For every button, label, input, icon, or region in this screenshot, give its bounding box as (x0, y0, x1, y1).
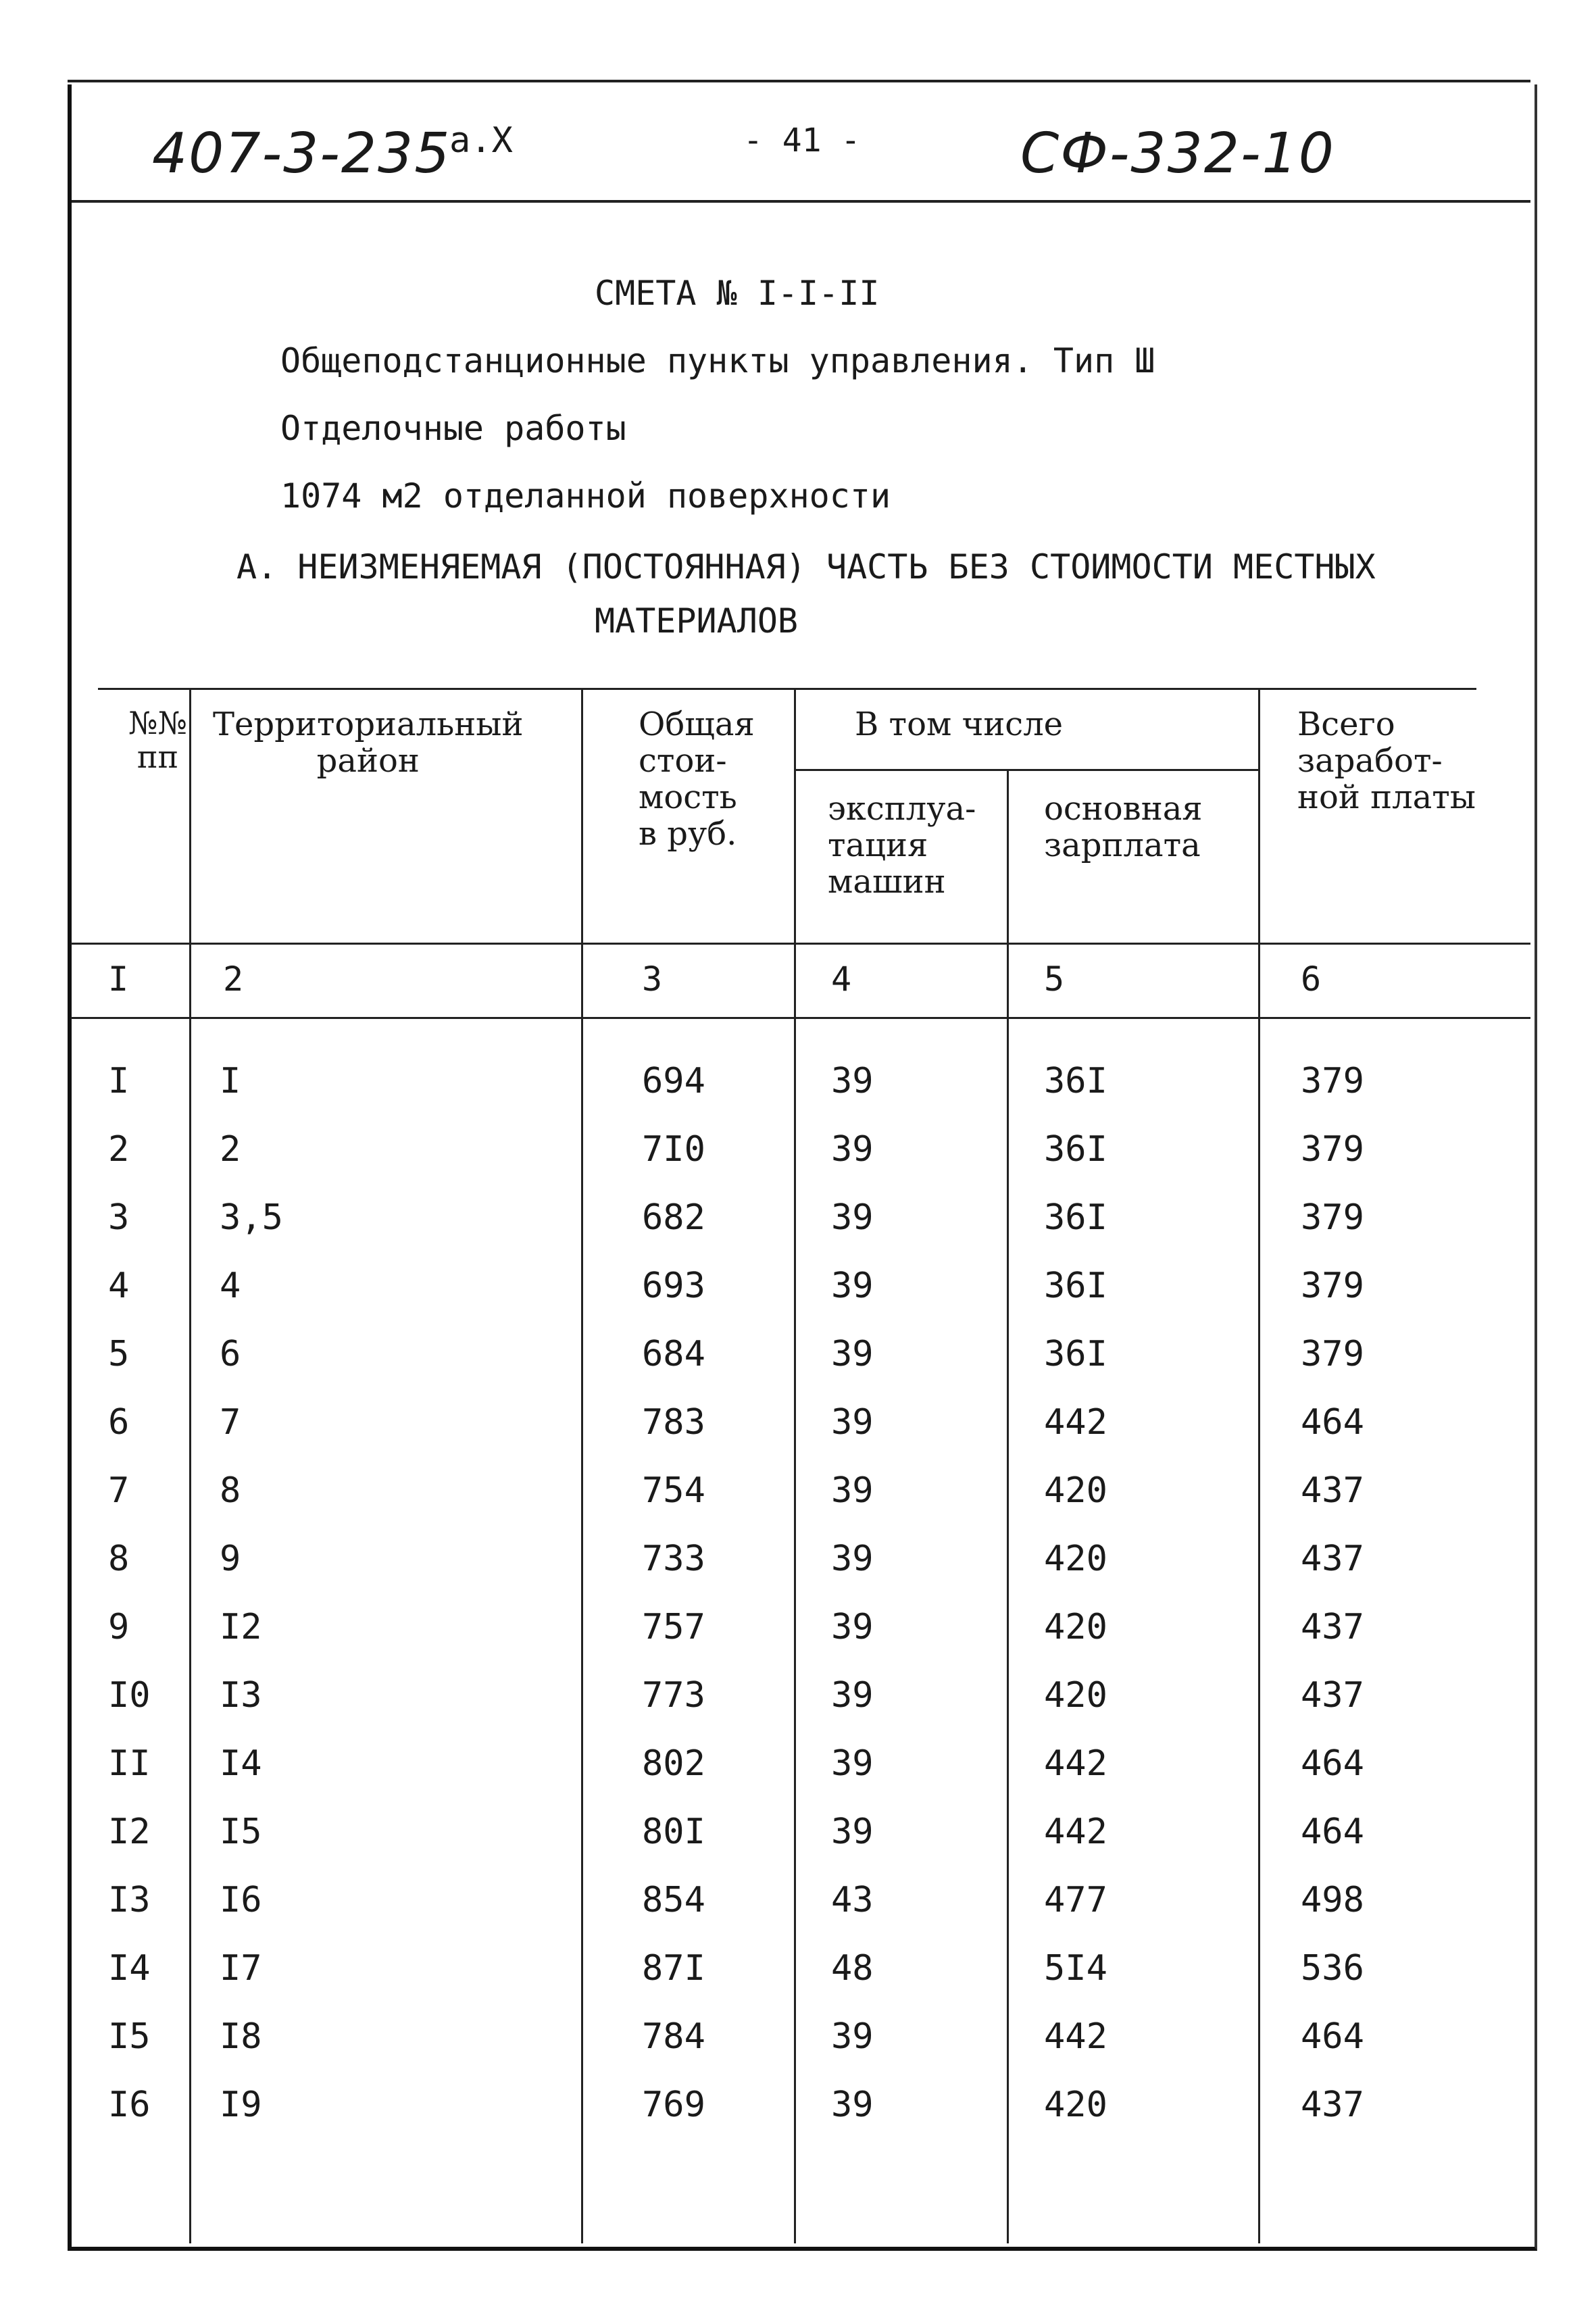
row-number: 4 (108, 1266, 130, 1306)
row-salary: 420 (1044, 1675, 1107, 1716)
row-district: I9 (220, 2085, 262, 2125)
row-district: 4 (220, 1266, 241, 1306)
row-number: I (108, 1061, 130, 1101)
row-salary: 420 (1044, 1539, 1107, 1579)
header-including: В том числе (855, 705, 1064, 743)
row-district: I2 (220, 1607, 262, 1647)
row-machines: 39 (831, 1061, 874, 1101)
row-number: 8 (108, 1539, 130, 1579)
row-machines: 39 (831, 1607, 874, 1647)
row-salary: 36I (1044, 1197, 1107, 1238)
row-number: 9 (108, 1607, 130, 1647)
colnum-rule (71, 1017, 1530, 1019)
row-district: 7 (220, 1402, 241, 1443)
row-salary: 442 (1044, 2016, 1107, 2057)
row-machines: 43 (831, 1880, 874, 1920)
header-district: Территориальный район (213, 705, 524, 780)
row-district: 2 (220, 1129, 241, 1170)
sheet-code: СФ-332-10 (1020, 122, 1335, 186)
row-number: I0 (108, 1675, 151, 1716)
row-district: I5 (220, 1812, 262, 1852)
row-machines: 39 (831, 1197, 874, 1238)
row-total-cost: 854 (642, 1880, 705, 1920)
row-total-wages: 437 (1301, 1675, 1364, 1716)
row-district: 6 (220, 1334, 241, 1374)
row-salary: 420 (1044, 1607, 1107, 1647)
row-total-cost: 783 (642, 1402, 705, 1443)
col-divider-3 (794, 689, 796, 2243)
row-salary: 442 (1044, 1743, 1107, 1784)
row-machines: 39 (831, 1675, 874, 1716)
row-machines: 39 (831, 1812, 874, 1852)
row-total-wages: 437 (1301, 1539, 1364, 1579)
row-total-wages: 464 (1301, 1743, 1364, 1784)
row-machines: 48 (831, 1948, 874, 1989)
table-top-rule (98, 688, 1476, 690)
col-divider-4 (1007, 769, 1009, 2243)
row-total-cost: 693 (642, 1266, 705, 1306)
section-title-cont: МАТЕРИАЛОВ (595, 601, 799, 641)
row-salary: 420 (1044, 2085, 1107, 2125)
row-total-wages: 379 (1301, 1061, 1364, 1101)
row-salary: 36I (1044, 1061, 1107, 1101)
header-bottom-table-rule (71, 943, 1530, 945)
row-machines: 39 (831, 1402, 874, 1443)
row-machines: 39 (831, 1129, 874, 1170)
header-total-wages: Всего заработ- ной платы (1297, 705, 1476, 816)
row-total-wages: 379 (1301, 1334, 1364, 1374)
row-number: I4 (108, 1948, 151, 1989)
row-total-cost: 694 (642, 1061, 705, 1101)
row-total-cost: 684 (642, 1334, 705, 1374)
row-district: I3 (220, 1675, 262, 1716)
row-machines: 39 (831, 1334, 874, 1374)
row-salary: 477 (1044, 1880, 1107, 1920)
doc-code: 407-3-235 (152, 122, 451, 186)
row-total-wages: 437 (1301, 2085, 1364, 2125)
col-divider-2 (581, 689, 583, 2243)
row-number: I5 (108, 2016, 151, 2057)
row-number: 5 (108, 1334, 130, 1374)
including-rule (794, 769, 1258, 771)
row-total-cost: 754 (642, 1470, 705, 1511)
row-total-cost: 80I (642, 1812, 705, 1852)
row-salary: 36I (1044, 1129, 1107, 1170)
row-number: 3 (108, 1197, 130, 1238)
row-salary: 36I (1044, 1334, 1107, 1374)
row-total-wages: 379 (1301, 1197, 1364, 1238)
row-total-cost: 773 (642, 1675, 705, 1716)
row-salary: 442 (1044, 1402, 1107, 1443)
row-district: 3,5 (220, 1197, 283, 1238)
row-machines: 39 (831, 2085, 874, 2125)
header-machines: эксплуа- тация машин (828, 790, 976, 901)
row-number: 6 (108, 1402, 130, 1443)
row-total-cost: 7I0 (642, 1129, 705, 1170)
row-total-wages: 464 (1301, 2016, 1364, 2057)
row-machines: 39 (831, 1266, 874, 1306)
row-district: I (220, 1061, 241, 1101)
colnum-1: I (108, 960, 129, 999)
row-total-cost: 757 (642, 1607, 705, 1647)
row-district: I6 (220, 1880, 262, 1920)
row-total-wages: 536 (1301, 1948, 1364, 1989)
header-total-cost: Общая стои- мость в руб. (639, 705, 755, 853)
header-num: №№ пп (128, 705, 188, 775)
row-number: II (108, 1743, 151, 1784)
row-machines: 39 (831, 1743, 874, 1784)
row-district: 9 (220, 1539, 241, 1579)
row-total-cost: 682 (642, 1197, 705, 1238)
row-district: I8 (220, 2016, 262, 2057)
colnum-3: 3 (642, 960, 663, 999)
header-top-rule (68, 80, 1530, 82)
colnum-5: 5 (1044, 960, 1065, 999)
section-title: А. НЕИЗМЕНЯЕМАЯ (ПОСТОЯННАЯ) ЧАСТЬ БЕЗ СТОИМОСТИ МЕСТНЫХ (236, 547, 1376, 587)
row-salary: 442 (1044, 1812, 1107, 1852)
row-number: 7 (108, 1470, 130, 1511)
row-number: I6 (108, 2085, 151, 2125)
row-total-wages: 437 (1301, 1470, 1364, 1511)
row-number: 2 (108, 1129, 130, 1170)
row-total-cost: 87I (642, 1948, 705, 1989)
colnum-6: 6 (1301, 960, 1322, 999)
row-salary: 420 (1044, 1470, 1107, 1511)
colnum-2: 2 (223, 960, 244, 999)
header-salary: основная зарплата (1044, 790, 1203, 864)
page-number: - 41 - (743, 122, 861, 159)
row-total-wages: 498 (1301, 1880, 1364, 1920)
col-divider-1 (189, 689, 191, 2243)
row-total-wages: 379 (1301, 1129, 1364, 1170)
row-total-cost: 802 (642, 1743, 705, 1784)
estimate-number: СМЕТА № I-I-II (595, 274, 880, 313)
col-divider-5 (1258, 689, 1260, 2243)
row-total-cost: 769 (642, 2085, 705, 2125)
row-machines: 39 (831, 1470, 874, 1511)
row-district: I7 (220, 1948, 262, 1989)
measure-unit: 1074 м2 отделанной поверхности (280, 476, 891, 516)
row-district: 8 (220, 1470, 241, 1511)
row-number: I2 (108, 1812, 151, 1852)
row-salary: 5I4 (1044, 1948, 1107, 1989)
work-type: Отделочные работы (280, 409, 626, 448)
object-name: Общеподстанционные пункты управления. Тип Ш (280, 341, 1155, 380)
row-total-cost: 733 (642, 1539, 705, 1579)
row-total-wages: 464 (1301, 1812, 1364, 1852)
row-total-wages: 464 (1301, 1402, 1364, 1443)
row-number: I3 (108, 1880, 151, 1920)
row-district: I4 (220, 1743, 262, 1784)
row-total-cost: 784 (642, 2016, 705, 2057)
row-total-wages: 437 (1301, 1607, 1364, 1647)
row-total-wages: 379 (1301, 1266, 1364, 1306)
album-label: а.Х (449, 120, 513, 161)
colnum-4: 4 (831, 960, 852, 999)
row-salary: 36I (1044, 1266, 1107, 1306)
row-machines: 39 (831, 1539, 874, 1579)
row-machines: 39 (831, 2016, 874, 2057)
